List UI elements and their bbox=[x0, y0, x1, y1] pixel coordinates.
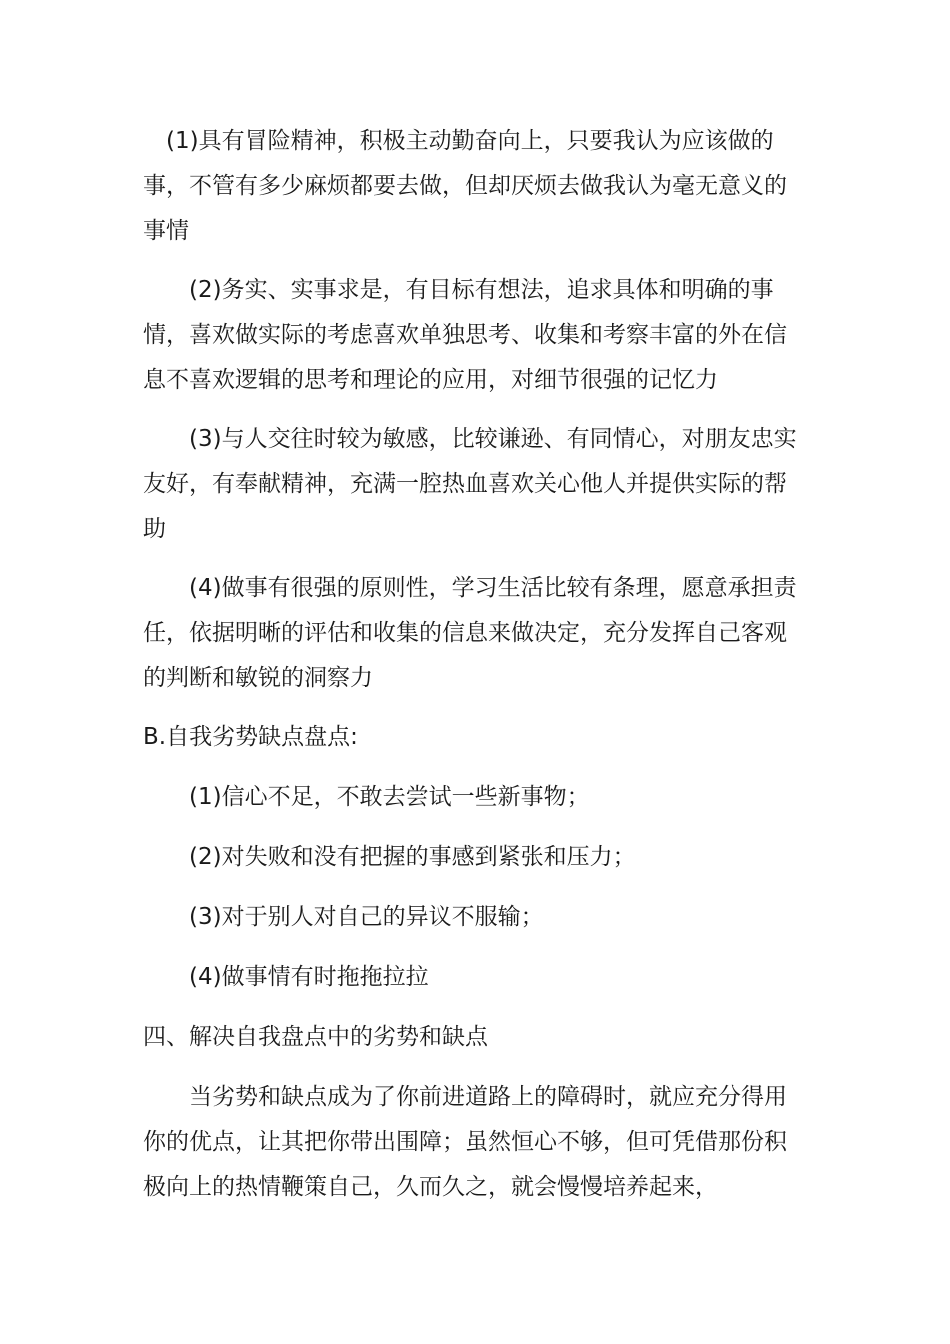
section-four-body: 当劣势和缺点成为了你前进道路上的障碍时，就应充分得用你的优点，让其把你带出围障；虽然恒心不够，但可凭借那份积极向上的热情鞭策自己，久而久之，就会慢慢培养起来， bbox=[143, 1084, 787, 1200]
strength-item-3: (3)与人交往时较为敏感，比较谦逊、有同情心，对朋友忠实友好，有奉献精神，充满一腔热血喜欢关心他人并提供实际的帮助 bbox=[143, 426, 797, 542]
weakness-item-2: (2)对失败和没有把握的事感到紧张和压力； bbox=[189, 844, 636, 870]
section-four-heading: 四、解决自我盘点中的劣势和缺点 bbox=[143, 1024, 488, 1050]
strength-item-1: (1)具有冒险精神，积极主动勤奋向上，只要我认为应该做的事，不管有多少麻烦都要去做，但却厌烦去做我认为毫无意义的事情 bbox=[143, 128, 787, 244]
weakness-item-1: (1)信心不足，不敢去尝试一些新事物； bbox=[189, 784, 590, 810]
weakness-item-3: (3)对于别人对自己的异议不服输； bbox=[189, 904, 544, 930]
strength-item-2: (2)务实、实事求是，有目标有想法，追求具体和明确的事情，喜欢做实际的考虑喜欢单独思考、收集和考察丰富的外在信息不喜欢逻辑的思考和理论的应用，对细节很强的记忆力 bbox=[143, 277, 787, 393]
strength-item-4: (4)做事有很强的原则性，学习生活比较有条理，愿意承担责任，依据明晰的评估和收集的信息来做决定，充分发挥自己客观的判断和敏锐的洞察力 bbox=[143, 575, 797, 691]
weakness-heading: B.自我劣势缺点盘点: bbox=[143, 724, 358, 750]
weakness-item-4: (4)做事情有时拖拖拉拉 bbox=[189, 964, 429, 990]
